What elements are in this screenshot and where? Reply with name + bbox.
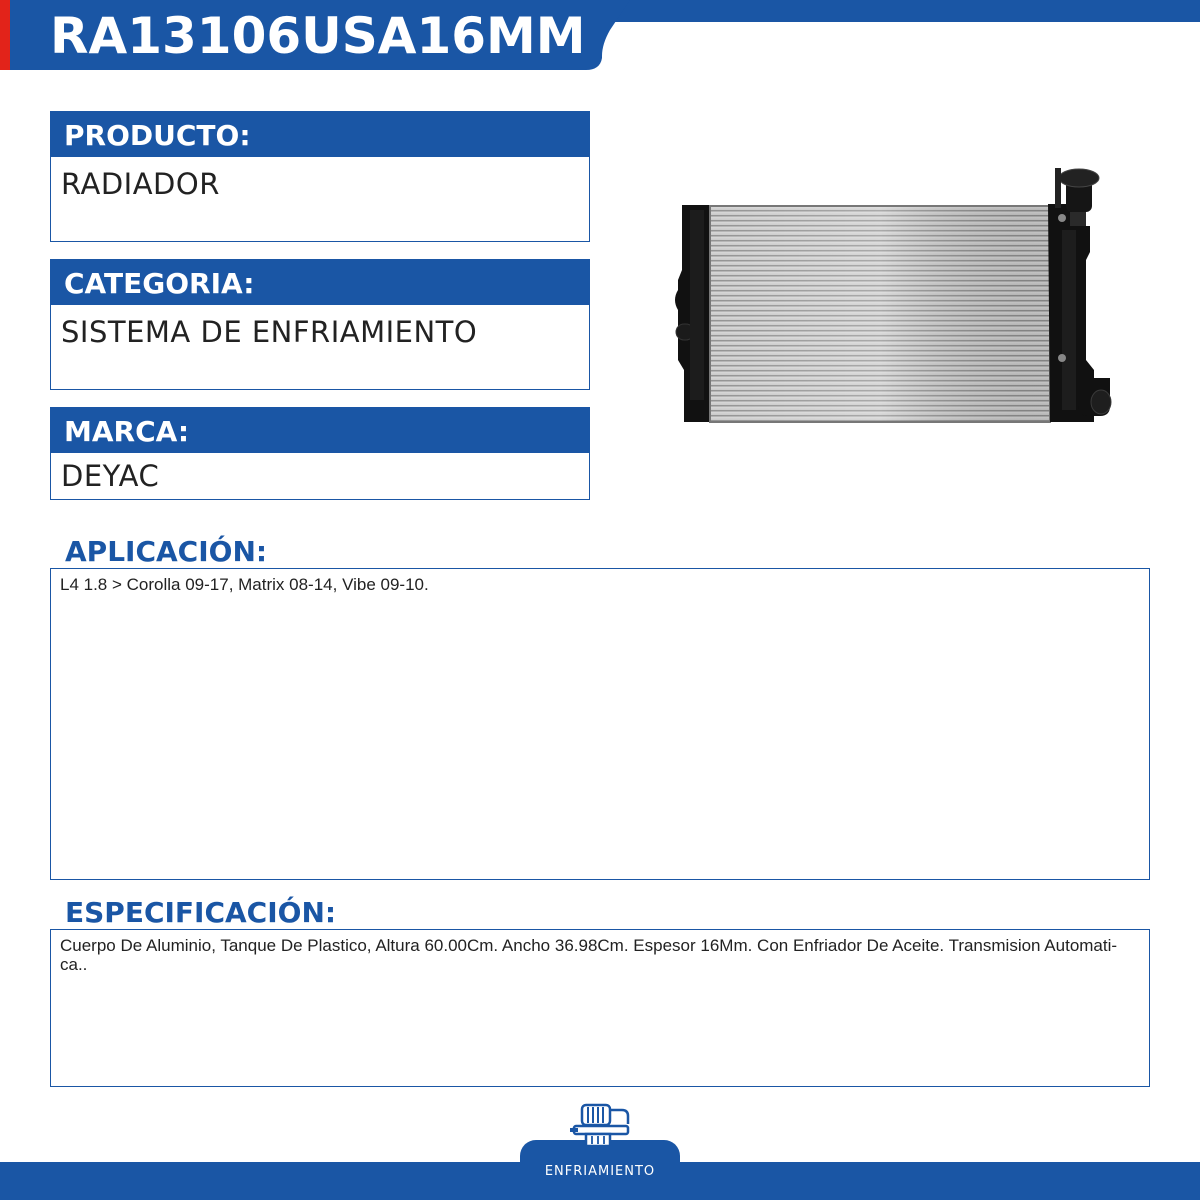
brand-label: MARCA: bbox=[51, 408, 589, 453]
specification-title: ESPECIFICACIÓN: bbox=[65, 896, 337, 929]
radiator-photo bbox=[670, 160, 1120, 440]
product-value: RADIADOR bbox=[61, 167, 220, 201]
header-top-line bbox=[600, 0, 1200, 22]
cooling-system-icon bbox=[568, 1102, 634, 1154]
part-number-title: RA13106USA16MM bbox=[50, 7, 586, 65]
footer-category-label: ENFRIAMIENTO bbox=[544, 1164, 656, 1179]
application-title: APLICACIÓN: bbox=[65, 535, 268, 568]
category-value: SISTEMA DE ENFRIAMIENTO bbox=[61, 315, 478, 349]
brand-box bbox=[50, 407, 590, 500]
category-box bbox=[50, 259, 590, 390]
application-text: L4 1.8 > Corolla 09-17, Matrix 08-14, Vibe 09-10. bbox=[50, 568, 1150, 880]
brand-value: DEYAC bbox=[61, 459, 160, 493]
product-box bbox=[50, 111, 590, 242]
specification-text: Cuerpo De Aluminio, Tanque De Plastico, Altura 60.00Cm. Ancho 36.98Cm. Espesor 16Mm. Con Enfriador De Aceite. Transmision Automati-ca.. bbox=[50, 929, 1150, 1087]
product-label: PRODUCTO: bbox=[51, 112, 589, 157]
category-label: CATEGORIA: bbox=[51, 260, 589, 305]
